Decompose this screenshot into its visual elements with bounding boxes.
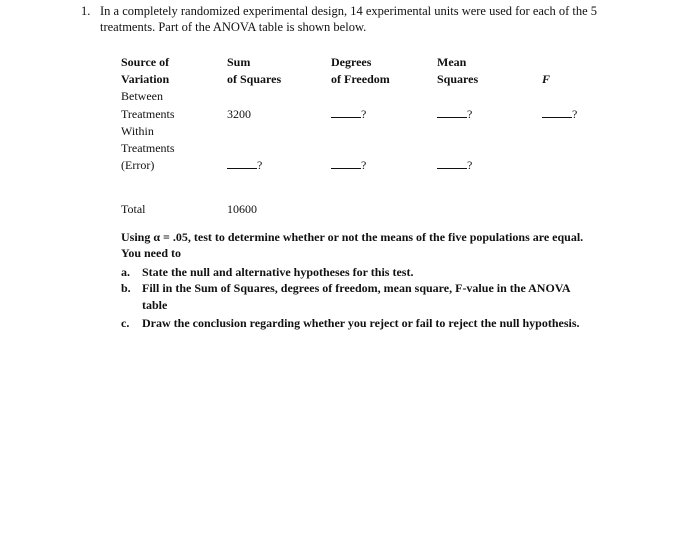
row-within-ms-blank bbox=[437, 157, 472, 173]
header-source-line-2: Variation bbox=[121, 72, 170, 86]
question-line-1: In a completely randomized experimental design, 14 experimental units were used for each of the 5 bbox=[100, 4, 598, 18]
row-between-f-blank bbox=[542, 106, 577, 122]
answer-blank bbox=[437, 157, 467, 169]
answer-blank bbox=[227, 157, 257, 169]
row-between-ss: 3200 bbox=[227, 107, 251, 121]
row-total-label: Total bbox=[121, 202, 146, 216]
unknown-mark: ? bbox=[361, 107, 367, 121]
unknown-mark: ? bbox=[572, 107, 578, 121]
row-within-label-2: Treatments bbox=[121, 141, 175, 155]
header-df-line-1: Degrees bbox=[331, 55, 372, 69]
instruction-line-2: You need to bbox=[121, 246, 182, 260]
answer-blank bbox=[331, 106, 361, 118]
header-source-line-1: Source of bbox=[121, 55, 170, 69]
header-ss-line-2: of Squares bbox=[227, 72, 282, 86]
row-within-label-1: Within bbox=[121, 124, 154, 138]
item-a-text: State the null and alternative hypotheses for this test. bbox=[142, 265, 414, 279]
item-b-marker: b. bbox=[121, 281, 131, 295]
answer-blank bbox=[331, 157, 361, 169]
row-between-ms-blank bbox=[437, 106, 472, 122]
row-within-ss-blank bbox=[227, 157, 262, 173]
header-df-line-2: of Freedom bbox=[331, 72, 390, 86]
question-line-2: treatments. Part of the ANOVA table is shown below. bbox=[100, 20, 367, 34]
row-between-df-blank bbox=[331, 106, 366, 122]
item-b-text-cont: table bbox=[142, 298, 168, 312]
header-ms-line-2: Squares bbox=[437, 72, 479, 86]
unknown-mark: ? bbox=[467, 107, 473, 121]
item-c-text: Draw the conclusion regarding whether you reject or fail to reject the null hypothesis. bbox=[142, 316, 580, 330]
unknown-mark: ? bbox=[467, 158, 473, 172]
row-between-label-2: Treatments bbox=[121, 107, 175, 121]
question-number: 1. bbox=[81, 4, 91, 18]
header-ms-line-1: Mean bbox=[437, 55, 467, 69]
instruction-line-1: Using α = .05, test to determine whether or not the means of the five populations are equal. bbox=[121, 230, 584, 244]
row-within-label-3: (Error) bbox=[121, 158, 155, 172]
unknown-mark: ? bbox=[361, 158, 367, 172]
header-ss-line-1: Sum bbox=[227, 55, 251, 69]
answer-blank bbox=[542, 106, 572, 118]
row-within-df-blank bbox=[331, 157, 366, 173]
unknown-mark: ? bbox=[257, 158, 263, 172]
row-total-ss: 10600 bbox=[227, 202, 257, 216]
item-a-marker: a. bbox=[121, 265, 130, 279]
row-between-label-1: Between bbox=[121, 89, 163, 103]
header-f: F bbox=[542, 72, 551, 86]
answer-blank bbox=[437, 106, 467, 118]
item-b-text: Fill in the Sum of Squares, degrees of freedom, mean square, F-value in the ANOVA bbox=[142, 281, 571, 295]
item-c-marker: c. bbox=[121, 316, 130, 330]
